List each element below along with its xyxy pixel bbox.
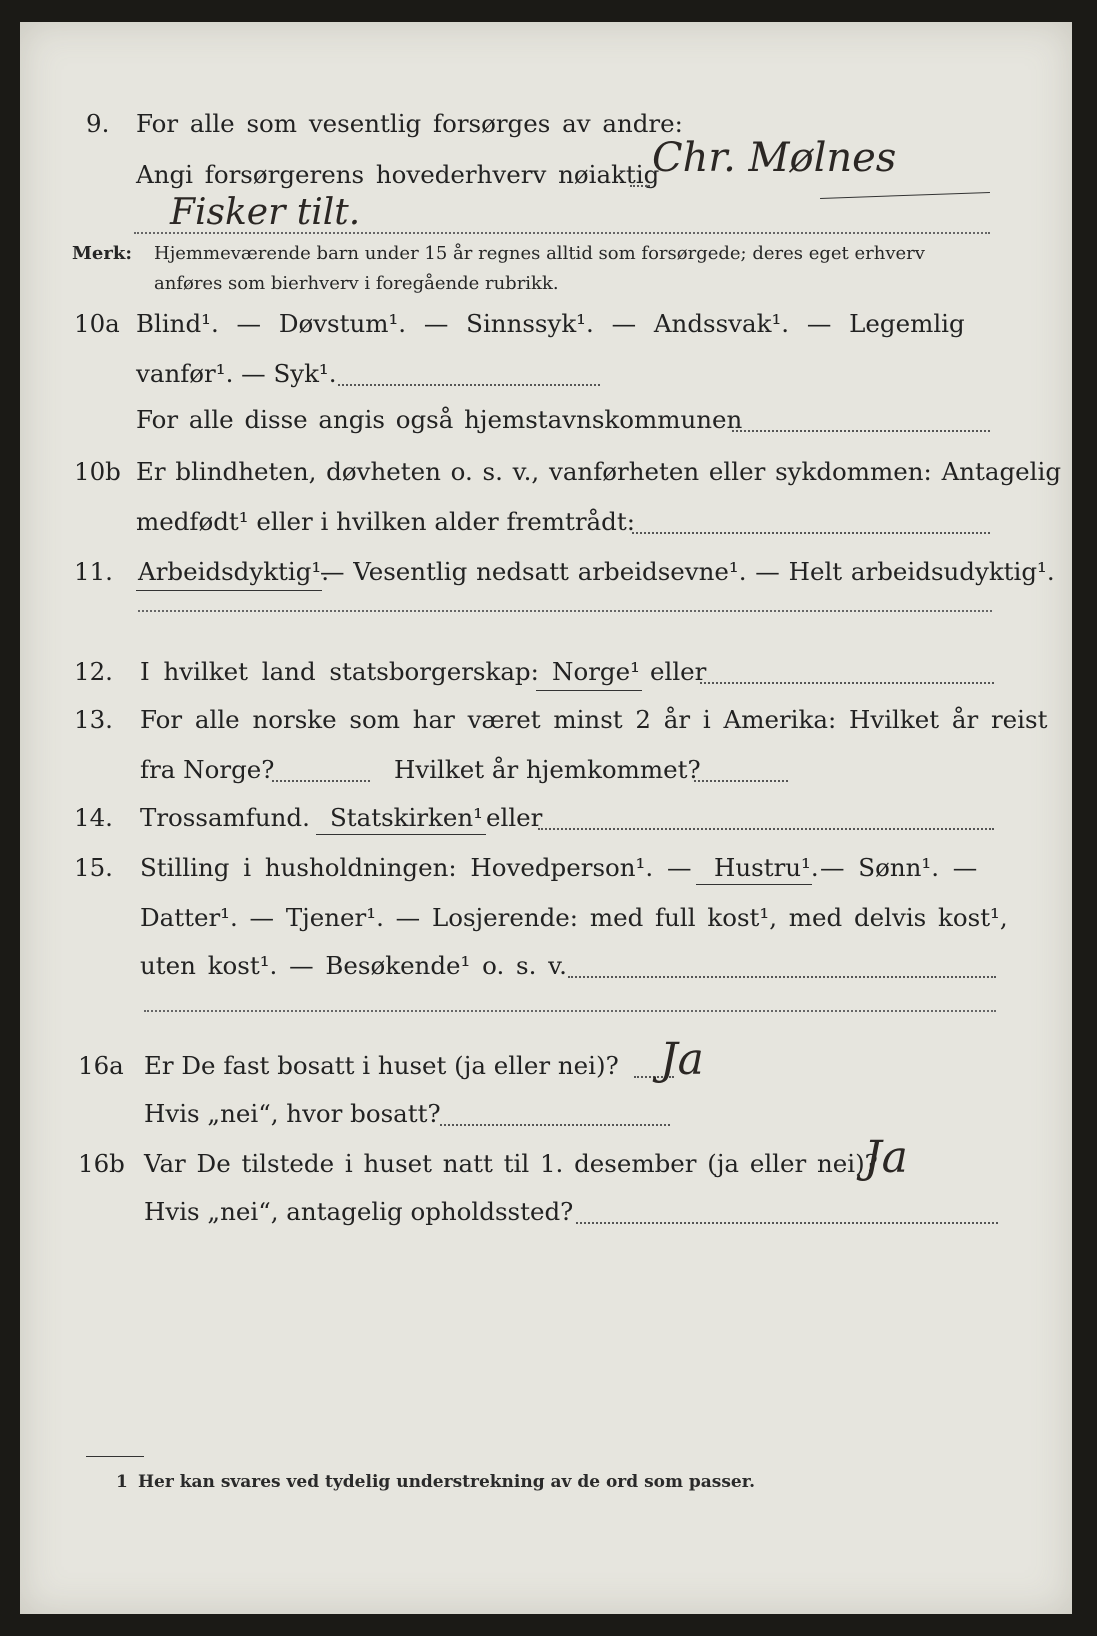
option-hustru-underlined: Hustru¹.: [714, 853, 819, 882]
question-number: 12.: [74, 657, 113, 686]
footnote-mark: 1: [116, 1472, 128, 1492]
footnote-rule: [86, 1456, 144, 1457]
question-text: Er De fast bosatt i huset (ja eller nei)?: [144, 1051, 619, 1080]
question-text: Var De tilstede i huset natt til 1. desember (ja eller nei)?: [144, 1149, 878, 1178]
note-merk-line2: [20, 264, 1072, 304]
note-text: anføres som bierhverv i foregående rubrikk.: [154, 273, 559, 294]
dotted-leader: [440, 1124, 670, 1126]
question-text: Trossamfund.: [140, 803, 310, 832]
handwritten-underline: [696, 884, 812, 885]
question-10a-line2: [20, 354, 1072, 394]
dotted-leader: [700, 682, 994, 684]
question-12: [20, 652, 1072, 692]
dotted-leader: [538, 828, 994, 830]
question-10b-line2: [20, 502, 1072, 542]
question-text: fra Norge?: [140, 755, 275, 784]
question-text: — Vesentlig nedsatt arbeidsevne¹. — Helt arbeidsudyktig¹.: [320, 557, 1055, 586]
question-text: medfødt¹ eller i hvilken alder fremtrådt:: [136, 507, 635, 536]
option-arbeidsdyktig-underlined: Arbeidsdyktig¹.: [138, 557, 330, 586]
question-number: 15.: [74, 853, 113, 882]
answer-line: [144, 1010, 996, 1012]
question-16b-line2: [20, 1192, 1072, 1232]
handwritten-provider-name: Chr. Mølnes: [652, 135, 897, 181]
question-number: 11.: [74, 557, 113, 586]
question-11-answer: [20, 592, 1072, 632]
question-text: For alle disse angis også hjemstavnskommunen: [136, 405, 743, 434]
question-9: [20, 104, 1072, 144]
question-9-answer: [20, 192, 1072, 238]
answer-line: [138, 610, 992, 612]
footnote: [20, 1462, 1072, 1502]
question-13: [20, 700, 1072, 740]
question-10a-line3: [20, 400, 1072, 440]
question-text: For alle som vesentlig forsørges av andre:: [136, 109, 683, 138]
question-text: Datter¹. — Tjener¹. — Losjerende: med full kost¹, med delvis kost¹,: [140, 903, 1008, 932]
question-text: I hvilket land statsborgerskap:: [140, 657, 539, 686]
census-form-page: [20, 22, 1072, 1614]
dotted-leader: [576, 1222, 998, 1224]
option-norge-underlined: Norge¹: [552, 657, 640, 686]
question-text: Stilling i husholdningen: Hovedperson¹. —: [140, 853, 692, 882]
question-text: Blind¹. — Døvstum¹. — Sinnssyk¹. — Andssvak¹. — Legemlig: [136, 309, 965, 338]
dotted-leader: [338, 384, 600, 386]
question-13-line2: [20, 750, 1072, 790]
question-text: vanfør¹. — Syk¹.: [136, 359, 337, 388]
question-number: 10b: [74, 457, 121, 486]
option-statskirken-underlined: Statskirken¹: [330, 803, 483, 832]
question-9-line2: [20, 135, 1072, 195]
question-number: 9.: [86, 109, 110, 138]
question-text: Angi forsørgerens hovederhverv nøiaktig: [136, 160, 660, 189]
note-text: Hjemmeværende barn under 15 år regnes alltid som forsørgede; deres eget erhverv: [154, 243, 925, 264]
question-text: — Sønn¹. —: [820, 853, 978, 882]
dotted-leader: [732, 430, 990, 432]
handwritten-underline: [316, 834, 486, 835]
question-10b: [20, 452, 1072, 492]
question-text: eller: [486, 803, 543, 832]
dotted-leader: [630, 185, 650, 187]
question-number: 14.: [74, 803, 113, 832]
question-text: Hvis „nei“, antagelig opholdssted?: [144, 1197, 574, 1226]
question-10a: [20, 304, 1072, 344]
question-text: eller: [650, 657, 707, 686]
handwritten-underline: [136, 590, 322, 591]
question-16b: [20, 1132, 1072, 1184]
question-16a: [20, 1034, 1072, 1086]
handwritten-provider-occupation: Fisker tilt.: [170, 192, 361, 233]
question-16a-line2: [20, 1094, 1072, 1134]
handwritten-answer-ja: Ja: [864, 1132, 908, 1183]
question-text: Hvis „nei“, hvor bosatt?: [144, 1099, 441, 1128]
question-number: 13.: [74, 705, 113, 734]
dotted-leader: [272, 780, 370, 782]
question-14: [20, 798, 1072, 838]
footnote-text: Her kan svares ved tydelig understrekning av de ord som passer.: [138, 1472, 756, 1492]
dotted-leader: [568, 976, 996, 978]
question-11: [20, 552, 1072, 592]
question-text: uten kost¹. — Besøkende¹ o. s. v.: [140, 951, 567, 980]
question-number: 16b: [78, 1149, 125, 1178]
question-15-line2: [20, 898, 1072, 938]
handwritten-answer-ja: Ja: [660, 1034, 704, 1085]
question-number: 16a: [78, 1051, 124, 1080]
question-number: 10a: [74, 309, 120, 338]
question-15-line3: [20, 946, 1072, 986]
question-text: For alle norske som har været minst 2 år i Amerika: Hvilket år reist: [140, 705, 1048, 734]
question-text: Hvilket år hjemkommet?: [394, 755, 701, 784]
handwritten-underline: [536, 690, 642, 691]
question-15: [20, 848, 1072, 888]
question-text: Er blindheten, døvheten o. s. v., vanførheten eller sykdommen: Antagelig: [136, 457, 1062, 486]
dotted-leader: [694, 780, 788, 782]
question-15-answer: [20, 988, 1072, 1028]
note-label: Merk:: [72, 243, 132, 264]
dotted-leader: [632, 532, 990, 534]
